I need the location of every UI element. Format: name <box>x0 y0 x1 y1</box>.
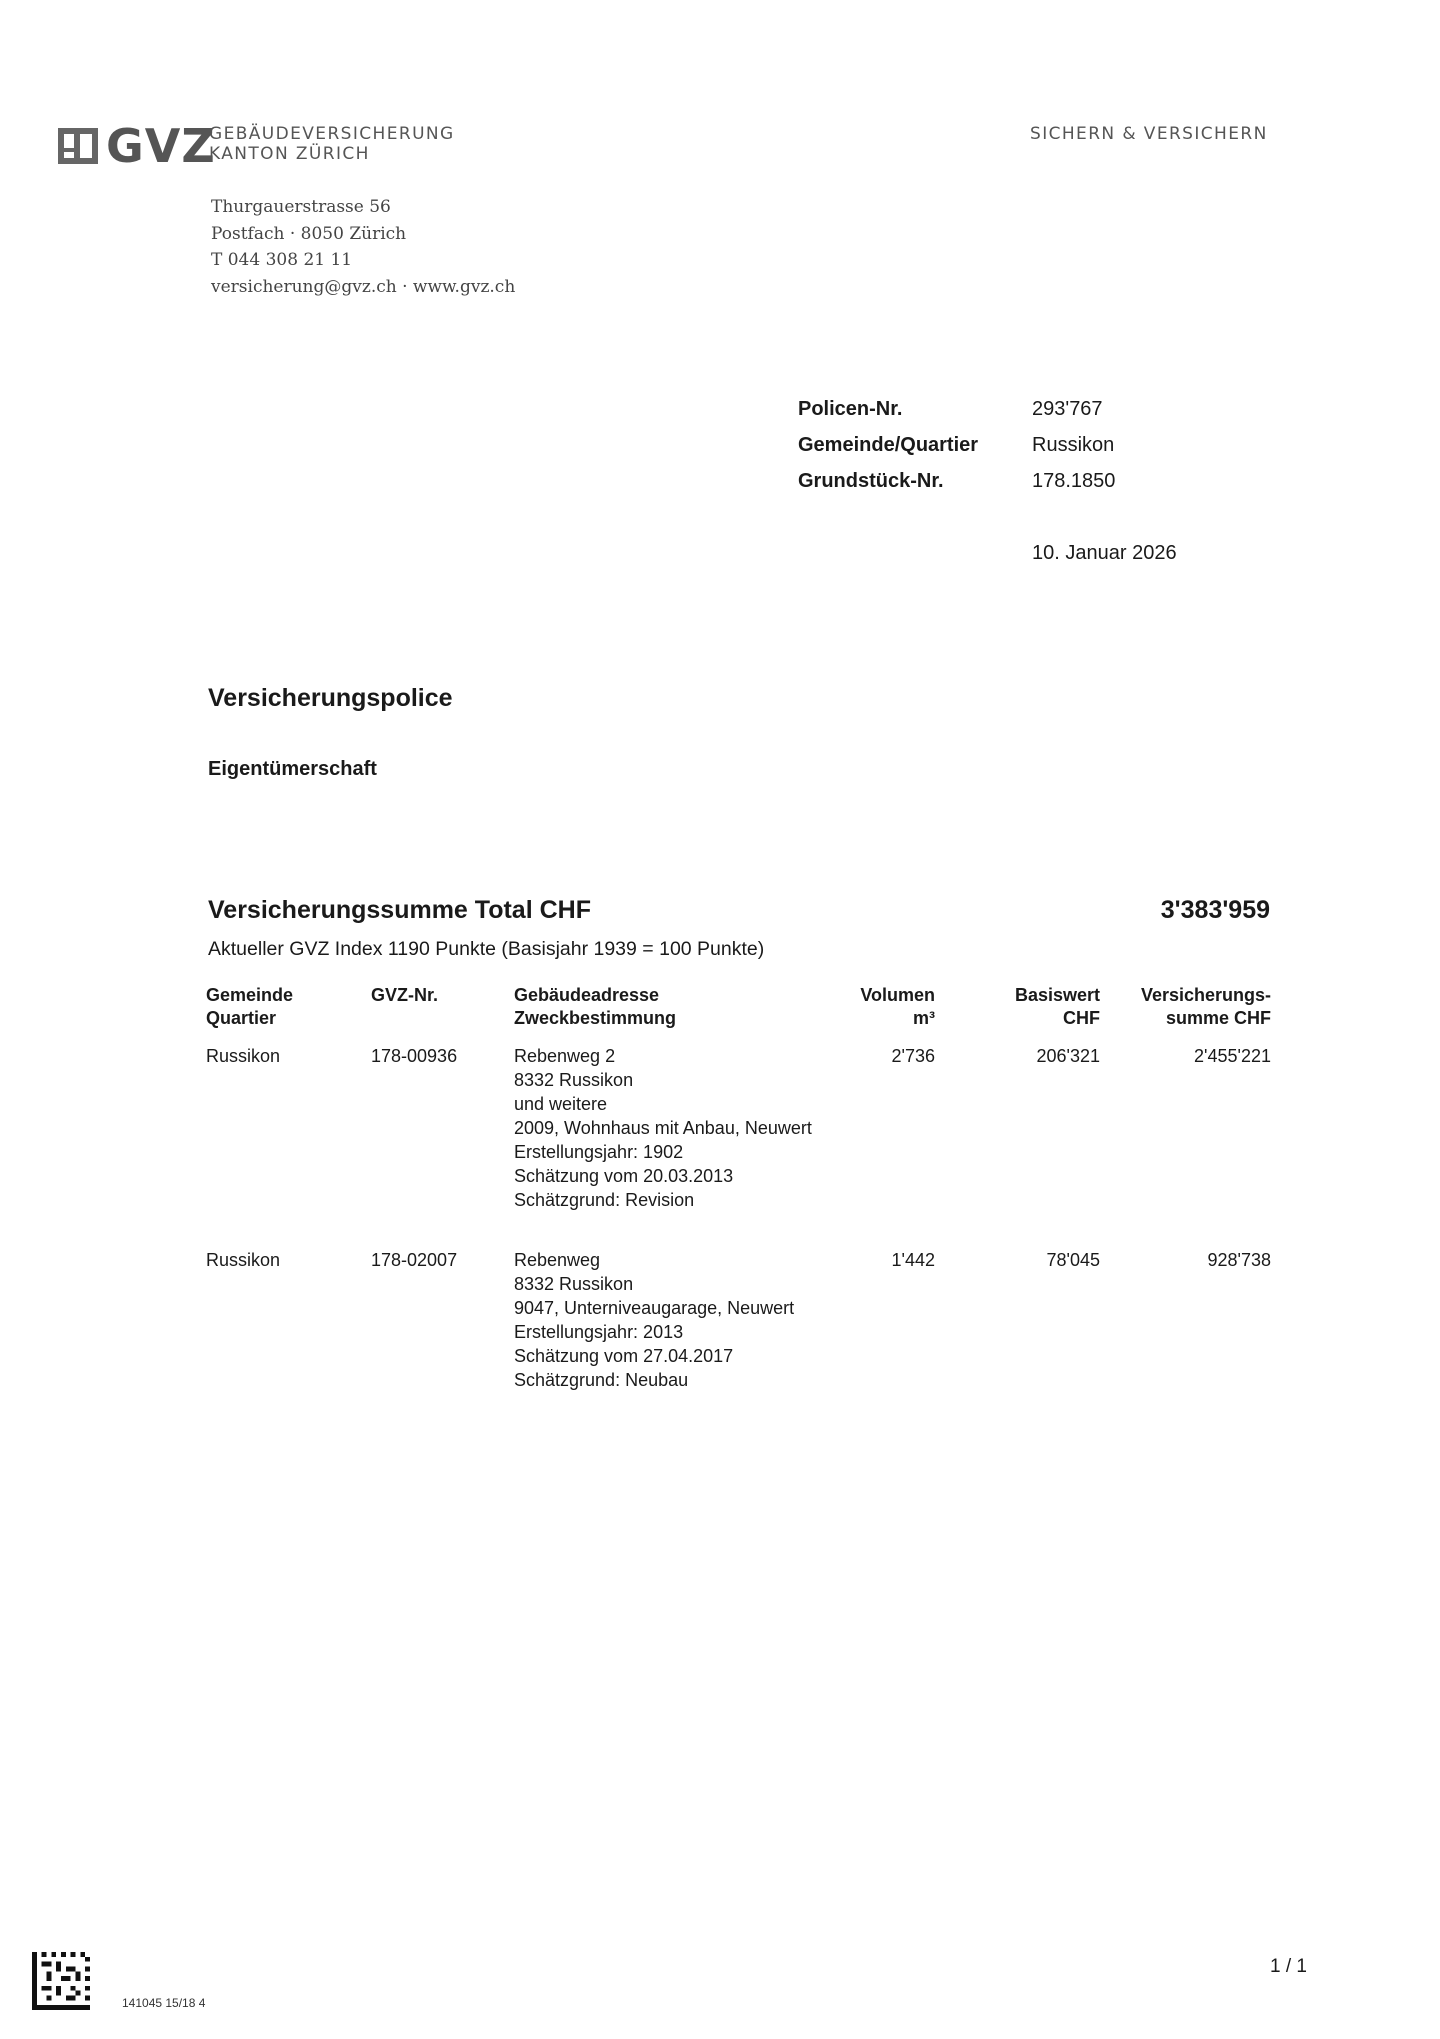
cell-gvz-nr: 178-02007 <box>371 1250 458 1270</box>
header-text: CHF <box>1063 1008 1100 1028</box>
header-text: GVZ-Nr. <box>371 985 439 1005</box>
detail-line: und weitere <box>514 1094 608 1114</box>
detail-line: Schätzgrund: Neubau <box>514 1370 689 1390</box>
cell-municipality: Russikon <box>206 1250 281 1270</box>
cell-municipality: Russikon <box>206 1046 281 1066</box>
municipality-value: Russikon <box>1032 434 1115 456</box>
index-note: Aktueller GVZ Index 1190 Punkte (Basisjahr 1939 = 100 Punkte) <box>208 938 765 960</box>
header-text: Quartier <box>206 1008 277 1028</box>
header-text: Basiswert <box>1014 985 1100 1005</box>
detail-line: Schätzgrund: Revision <box>514 1190 695 1210</box>
header-text: Zweckbestimmung <box>514 1008 677 1028</box>
cell-details <box>514 1248 794 1392</box>
owner-heading: Eigentümerschaft <box>208 758 377 780</box>
org-name-line1: GEBÄUDEVERSICHERUNG <box>209 124 455 144</box>
header-text: Gemeinde <box>206 985 294 1005</box>
cell-details <box>514 1044 812 1212</box>
cell-volume: 2'736 <box>891 1046 935 1066</box>
header-text: Gebäudeadresse <box>514 985 660 1005</box>
cell-base-value: 206'321 <box>1036 1046 1100 1066</box>
header-text: Volumen <box>860 985 935 1005</box>
datamatrix-code-icon <box>32 1952 90 2010</box>
phone-number: T 044 308 21 11 <box>211 250 353 270</box>
org-name-line2: KANTON ZÜRICH <box>209 144 370 164</box>
header-volume <box>860 984 935 1030</box>
header-text: Versicherungs- <box>1140 985 1271 1005</box>
policy-number-value: 293'767 <box>1032 398 1103 420</box>
address-postbox: Postfach · 8050 Zürich <box>211 223 407 244</box>
email-web: versicherung@gvz.ch · www.gvz.ch <box>211 276 516 297</box>
header-municipality <box>206 984 293 1030</box>
cell-volume: 1'442 <box>891 1250 935 1270</box>
detail-line: 8332 Russikon <box>514 1070 634 1090</box>
slogan: SICHERN & VERSICHERN <box>1030 124 1268 144</box>
header-base-value <box>1015 984 1100 1030</box>
parcel-number-value: 178.1850 <box>1032 470 1116 492</box>
header-text: m³ <box>913 1008 935 1028</box>
detail-line: Schätzung vom 20.03.2013 <box>514 1166 734 1186</box>
detail-line: Rebenweg <box>514 1250 601 1270</box>
header-address <box>514 984 676 1030</box>
detail-line: 2009, Wohnhaus mit Anbau, Neuwert <box>514 1118 812 1138</box>
cell-base-value: 78'045 <box>1046 1250 1100 1270</box>
cell-gvz-nr: 178-00936 <box>371 1046 458 1066</box>
gvz-building-icon <box>58 128 98 164</box>
total-sum-label: Versicherungssumme Total CHF <box>208 896 591 924</box>
cell-insured-sum: 928'738 <box>1207 1250 1271 1270</box>
cell-insured-sum: 2'455'221 <box>1194 1046 1271 1066</box>
detail-line: 8332 Russikon <box>514 1274 634 1294</box>
header-gvz-nr <box>371 984 438 1007</box>
footer-code: 141045 15/18 4 <box>122 1996 206 2010</box>
total-sum-value: 3'383'959 <box>1160 896 1270 924</box>
policy-number-label: Policen-Nr. <box>798 398 903 420</box>
detail-line: Rebenweg 2 <box>514 1046 616 1066</box>
detail-line: 9047, Unterniveaugarage, Neuwert <box>514 1298 795 1318</box>
document-title: Versicherungspolice <box>208 684 453 712</box>
detail-line: Schätzung vom 27.04.2017 <box>514 1346 734 1366</box>
detail-line: Erstellungsjahr: 1902 <box>514 1142 684 1162</box>
document-date: 10. Januar 2026 <box>1032 542 1177 564</box>
parcel-number-label: Grundstück-Nr. <box>798 470 944 492</box>
gvz-logo <box>58 119 470 174</box>
header-text: summe CHF <box>1165 1008 1271 1028</box>
municipality-label: Gemeinde/Quartier <box>798 434 979 456</box>
organization-name <box>209 124 455 164</box>
detail-line: Erstellungsjahr: 2013 <box>514 1322 684 1342</box>
address-street: Thurgauerstrasse 56 <box>211 197 391 217</box>
header-insured-sum <box>1141 984 1271 1030</box>
logo-text: GVZ <box>106 119 216 173</box>
page-number: 1 / 1 <box>1270 1956 1307 1977</box>
contact-block <box>211 194 515 300</box>
